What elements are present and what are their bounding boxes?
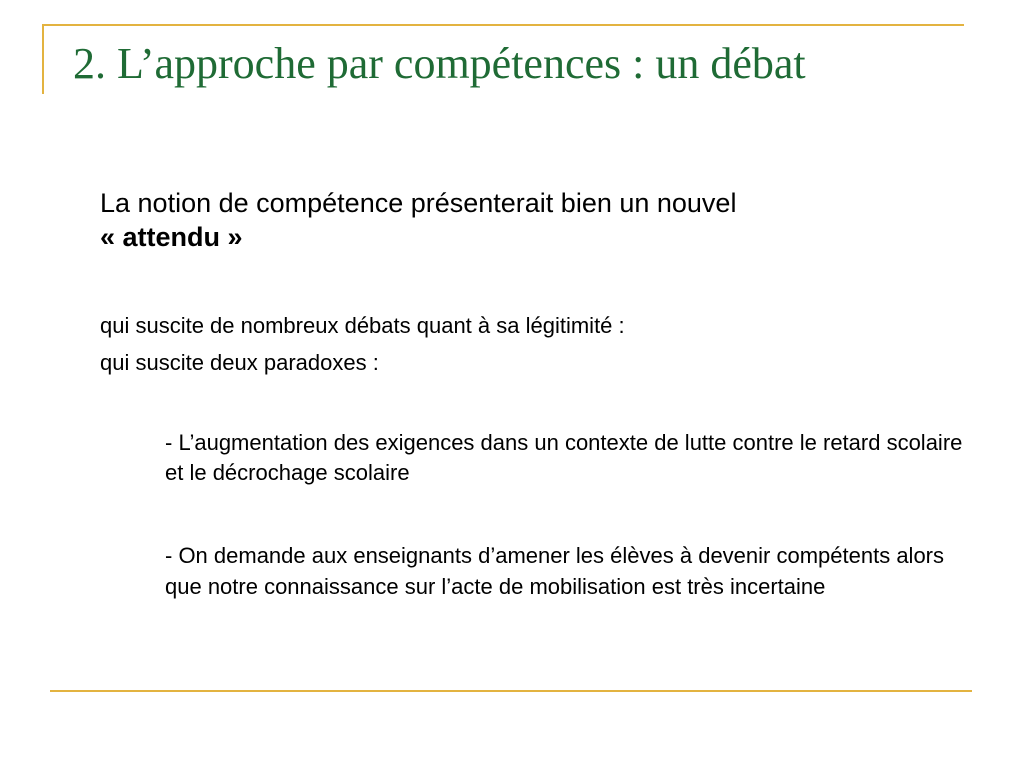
quote-open: « bbox=[100, 222, 123, 252]
quote-word: attendu bbox=[122, 222, 221, 252]
quote-close: » bbox=[220, 222, 243, 252]
attendu-quote bbox=[100, 222, 243, 252]
paradoxes-line: qui suscite deux paradoxes : bbox=[100, 350, 379, 375]
bottom-rule bbox=[50, 690, 972, 692]
left-rule bbox=[42, 24, 44, 94]
paradox-item-1: - L’augmentation des exigences dans un contexte de lutte contre le retard scolaire et le décrochage scolaire bbox=[165, 430, 963, 485]
legitimacy-line: qui suscite de nombreux débats quant à sa légitimité : bbox=[100, 313, 625, 338]
slide-title: 2. L’approche par compétences : un débat bbox=[73, 39, 806, 88]
intro-line: La notion de compétence présenterait bien un nouvel bbox=[100, 188, 737, 218]
top-rule bbox=[42, 24, 964, 26]
paradox-item-2: - On demande aux enseignants d’amener les élèves à devenir compétents alors que notre connaissance sur l’acte de mobilisation est très incertaine bbox=[165, 543, 945, 599]
intro-paragraph bbox=[100, 186, 980, 254]
